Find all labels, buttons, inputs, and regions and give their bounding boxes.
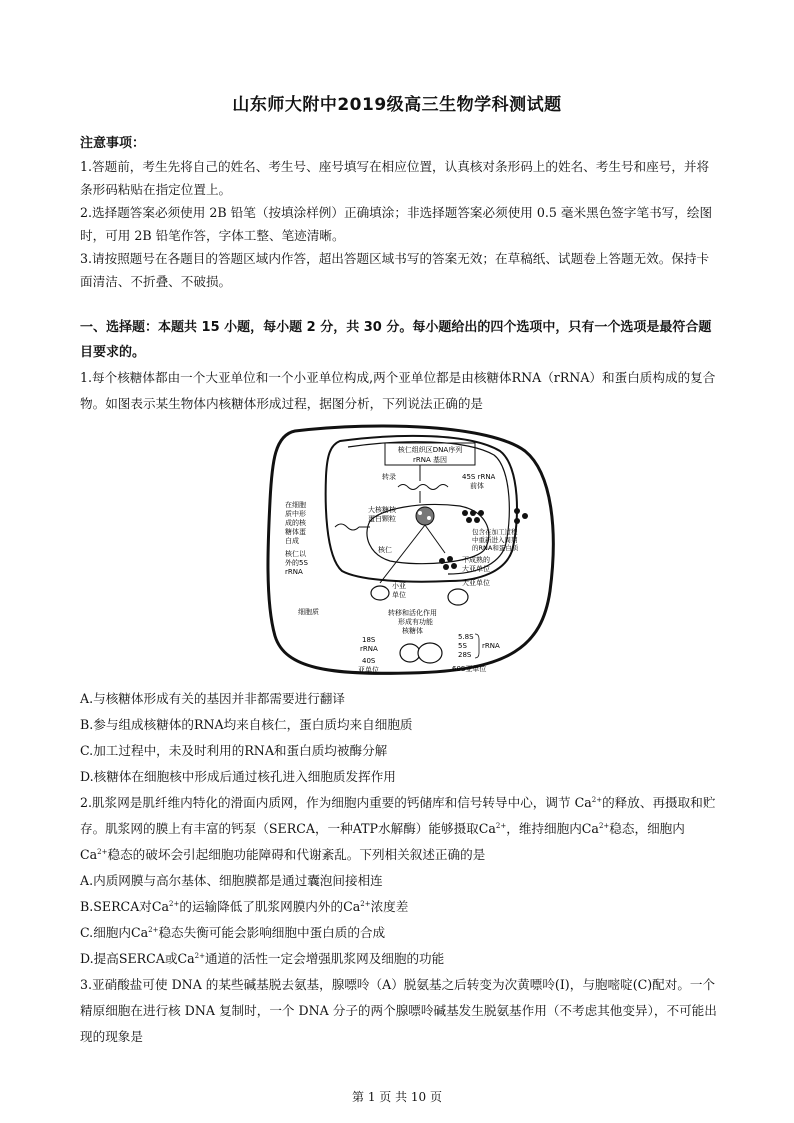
ribosomal-protein-strand [335,524,359,530]
question-2-stem: 2.肌浆网是肌纤维内特化的滑面内质网，作为细胞内重要的钙储库和信号转导中心，调节 $Ca^{2+}$的释放、再摄取和贮存。肌浆网的膜上有丰富的钙泵（SERCA，一种ATP水解酶）能够摄取$Ca^{2+}$，维持细胞内$Ca^{2+}$稳态，细胞内$Ca^{2+}$稳态的破坏会引起细胞功能障碍和代谢紊乱。下列相关叙述正确的是 [80,795,716,862]
recycled-molecules [462,508,528,524]
label-left-3: 成的核 [285,519,306,527]
ribosome-40s [400,644,420,662]
question-3-stem: 3.亚硝酸盐可使 DNA 的某些碱基脱去氨基，腺嘌呤（A）脱氨基之后转变为次黄嘌呤(I)，与胞嘧啶(C)配对。一个精原细胞在进行核 DNA 复制时，一个 DNA 分子的两个腺嘌呤碱基发生脱氨基作用（不考虑其他变异），不可能出现的现象是 [80,977,717,1044]
q2-option-c: C.细胞内$Ca^{2+}$稳态失衡可能会影响细胞中蛋白质的合成 [80,925,386,940]
small-subunit [371,586,389,600]
label-45s: 45S rRNA [462,473,496,481]
q2-option-b: B.SERCA对$Ca^{2+}$的运输降低了肌浆网膜内外的$Ca^{2+}$浓度差 [80,899,409,914]
bracket [475,634,479,658]
label-left-6: 核仁以 [285,550,306,558]
label-nucleolus: 核仁 [378,546,392,554]
label-45s-precursor: 前体 [470,482,484,490]
label-left-4: 糖体蛋 [285,528,306,536]
page-title: 山东师大附中2019级高三生物学科测试题 [232,95,562,115]
arrow-to-small [380,525,425,583]
label-cytoplasm: 细胞质 [298,608,319,616]
arrow-to-large [425,525,445,553]
label-recycled-2: 中重新进入周期 [472,536,518,544]
particle-dot [427,516,431,520]
section-heading: 一、选择题：本题共 15 小题，每小题 2 分，共 30 分。每小题给出的四个选项中，只有一个选项是最符合题目要求的。 [80,320,712,360]
q1-option-a: A.与核糖体形成有关的基因并非都需要进行翻译 [80,691,345,706]
label-small-2: 单位 [392,591,406,599]
label-left-2: 质中形 [285,510,306,518]
notice-item: 2.选择题答案必须使用 2B 铅笔（按填涂样例）正确填涂；非选择题答案必须使用 0.5 毫米黑色签字笔书写，绘图时，可用 2B 铅笔作答，字体工整、笔迹清晰。 [80,205,713,243]
label-big-rnp-1: 大核糖核 [368,506,396,514]
label-28s: 28S [458,651,472,659]
q2-option-a: A.内质网膜与高尔基体、细胞膜都是通过囊泡间接相连 [80,873,383,888]
ribosome-diagram [80,421,720,676]
label-exit-2: 形成有功能 [398,618,433,626]
notice-heading: 注意事项： [80,136,146,151]
label-left-7: 外的5S [285,559,308,567]
document-body [80,132,720,1050]
label-58s: 5.8S [458,633,474,641]
label-dna-region: 核仁组织区DNA序列 [397,446,463,454]
large-rnp-particle [416,507,434,525]
notice-item: 3.请按照题号在各题目的答题区域内作答，超出答题区域书写的答案无效；在草稿纸、试题卷上答题无效。保持卡面清洁、不折叠、不破损。 [80,251,710,289]
immature-large-subunit [439,556,457,570]
label-big-rnp-2: 蛋白颗粒 [368,515,396,523]
label-rrna-left: rRNA [360,645,378,653]
label-recycled-1: 包含在加工过程 [472,528,518,536]
q1-option-b: B.参与组成核糖体的RNA均来自核仁，蛋白质均来自细胞质 [80,717,413,732]
label-recycled-3: 的RNA和蛋白质 [472,544,519,552]
page-footer: 第 1 页 共 10 页 [352,1090,442,1104]
label-exit-1: 转移和活化作用 [388,609,437,617]
q2-option-d: D.提高SERCA或$Ca^{2+}$通道的活性一定会增强肌浆网及细胞的功能 [80,951,445,966]
q1-option-c: C.加工过程中，未及时利用的RNA和蛋白质均被酶分解 [80,743,388,758]
particle-dot [418,511,422,515]
q1-option-d: D.核糖体在细胞核中形成后通过核孔进入细胞质发挥作用 [80,769,396,784]
label-rrna-gene: rRNA 基因 [413,456,447,464]
ribosome-60s [418,643,442,663]
ribosome-formation-figure [80,421,720,676]
label-exit-3: 核糖体 [402,627,423,635]
label-transcribe: 转录 [382,473,396,481]
label-left-1: 在细胞 [285,501,306,509]
large-subunit [448,589,468,605]
label-40s: 40S [362,657,376,665]
label-5s: 5S [458,642,467,650]
rrna-precursor-strand [398,485,448,490]
label-left-5: 白成 [285,537,299,545]
label-large-subunit: 大亚单位 [462,579,490,587]
label-18s: 18S [362,636,376,644]
notice-item: 1.答题前，考生先将自己的姓名、考生号、座号填写在相应位置，认真核对条形码上的姓名、考生号和座号，并将条形码粘贴在指定位置上。 [80,159,710,197]
label-rrna-right: rRNA [482,642,500,650]
label-small-1: 小亚 [392,582,406,590]
label-immature-1: 不成熟的 [462,556,490,564]
label-60s-subunit: 60S亚单位 [452,665,487,673]
label-immature-2: 大亚单位 [462,565,490,573]
label-left-8: rRNA [285,568,303,576]
label-40s-subunit: 亚单位 [358,666,379,674]
question-1-stem: 1.每个核糖体都由一个大亚单位和一个小亚单位构成,两个亚单位都是由核糖体RNA（rRNA）和蛋白质构成的复合物。如图表示某生物体内核糖体形成过程，据图分析，下列说法正确的是 [80,370,716,411]
